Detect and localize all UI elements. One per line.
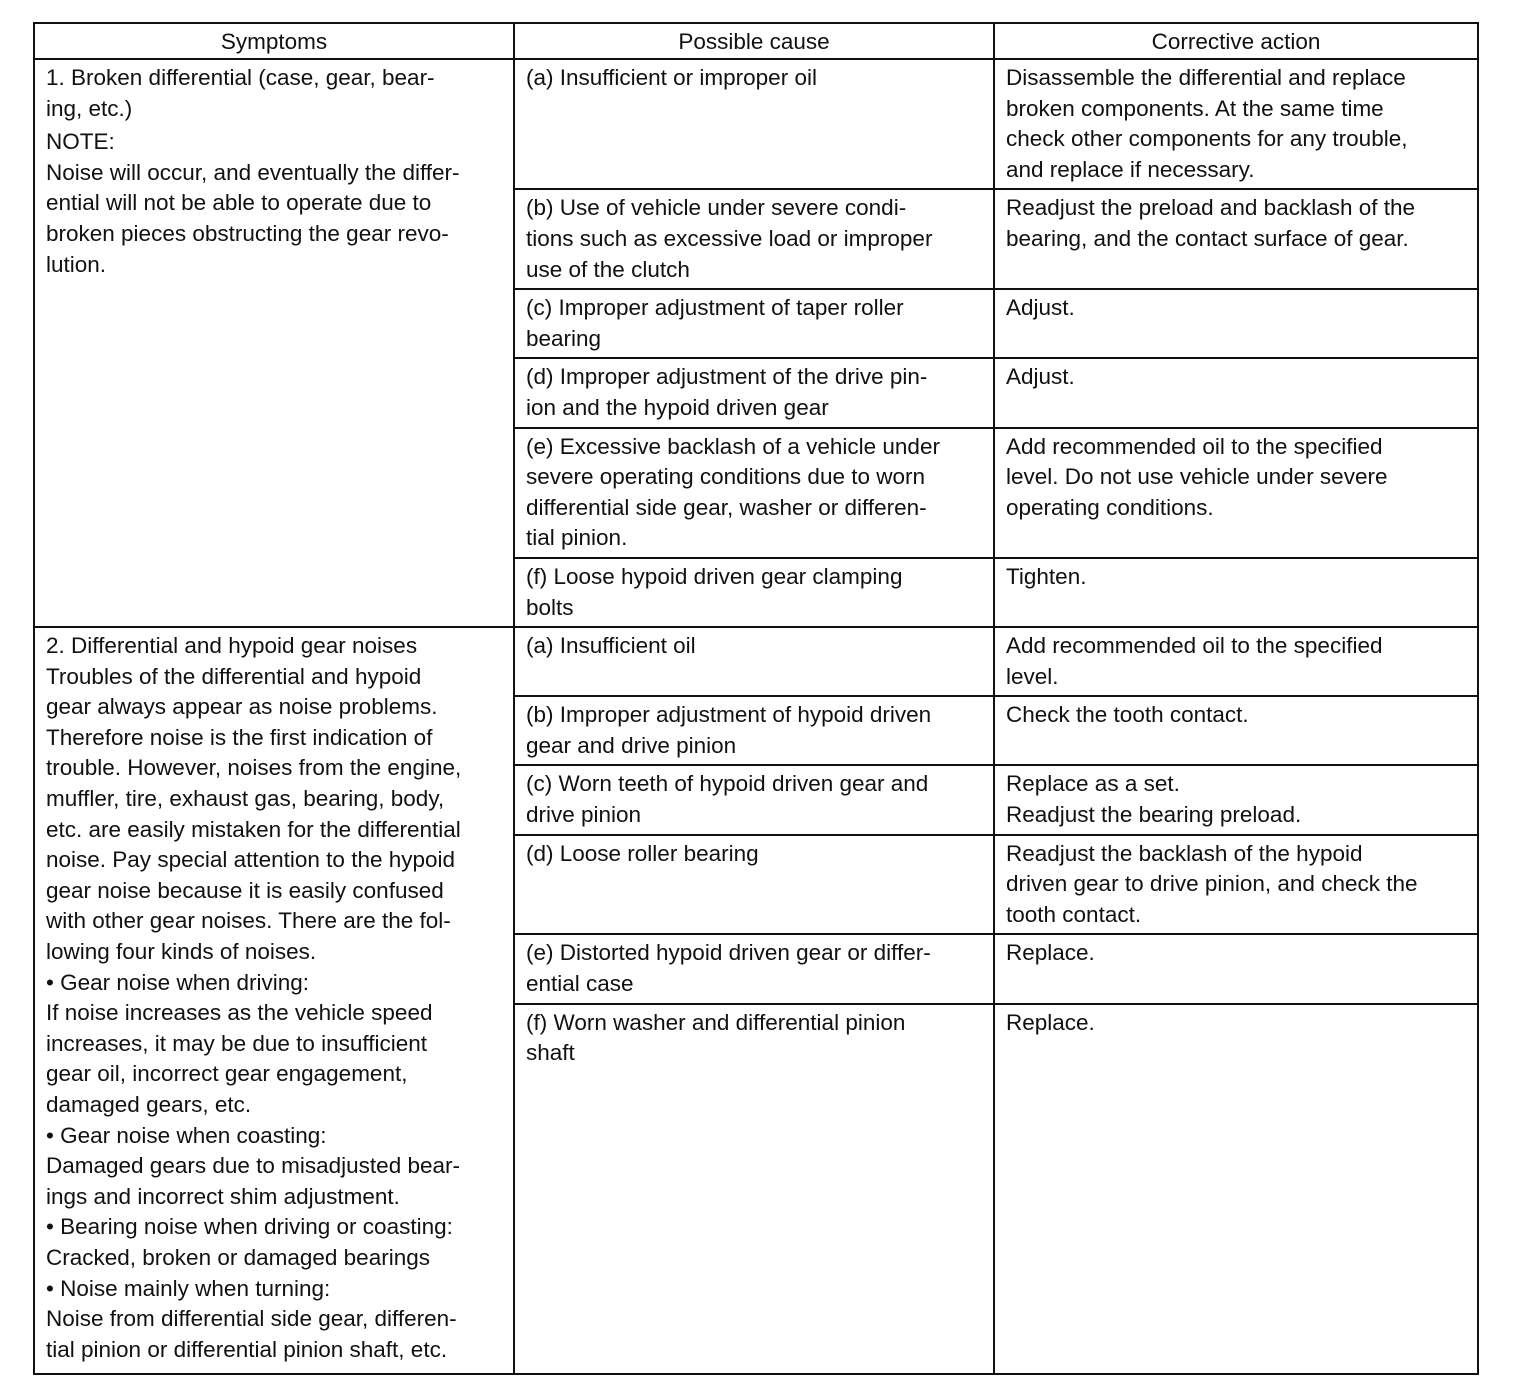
cause-cell [514, 358, 994, 427]
action-line: Readjust the backlash of the hypoid [1006, 840, 1363, 866]
cause-line: use of the clutch [526, 256, 690, 282]
symptom-line: gear always appear as noise problems. [46, 694, 438, 720]
action-cell [994, 189, 1478, 289]
cause-line: (e) Distorted hypoid driven gear or differ- [526, 940, 931, 966]
symptom-line: ings and incorrect shim adjustment. [46, 1183, 400, 1209]
table-body [34, 59, 1478, 1374]
header-possible-cause: Possible cause [514, 23, 994, 59]
cause-line: (b) Improper adjustment of hypoid driven [526, 702, 932, 728]
symptom-line: damaged gears, etc. [46, 1092, 252, 1117]
action-line: Add recommended oil to the specified [1006, 633, 1383, 659]
symptom-line: trouble. However, noises from the engine, [46, 755, 462, 781]
cause-line: ential case [526, 971, 634, 997]
action-cell [994, 1004, 1478, 1374]
action-line: Replace as a set. [1006, 771, 1180, 797]
symptom-line: Damaged gears due to misadjusted bear- [46, 1153, 460, 1179]
symptom-line: etc. are easily mistaken for the differential [46, 816, 461, 842]
table-row [34, 59, 1478, 189]
action-cell [994, 696, 1478, 765]
cause-cell [514, 1004, 994, 1374]
symptom-line: NOTE: [46, 129, 115, 155]
action-line: check other components for any trouble, [1006, 126, 1408, 152]
cause-line: (e) Excessive backlash of a vehicle under [526, 433, 940, 459]
cause-line: (c) Improper adjustment of taper roller [526, 295, 904, 321]
action-cell [994, 358, 1478, 427]
cause-cell [514, 696, 994, 765]
cause-cell [514, 289, 994, 358]
cause-line: (c) Worn teeth of hypoid driven gear and [526, 771, 929, 797]
action-line: Readjust the bearing preload. [1006, 802, 1302, 828]
action-line: Adjust. [1006, 295, 1075, 321]
symptom-line: If noise increases as the vehicle speed [46, 1000, 433, 1026]
symptom-bullet: • Bearing noise when driving or coasting: [46, 1214, 453, 1240]
action-line: bearing, and the contact surface of gear. [1006, 225, 1409, 251]
cause-line: differential side gear, washer or differen- [526, 494, 927, 520]
symptom-cell-1 [34, 59, 514, 627]
cause-line: bolts [526, 594, 574, 620]
cause-line: shaft [526, 1040, 575, 1066]
header-symptoms: Symptoms [34, 23, 514, 59]
symptom-bullet: • Gear noise when driving: [46, 969, 310, 995]
symptom-line: ential will not be able to operate due to [46, 190, 432, 216]
cause-line: severe operating conditions due to worn [526, 464, 926, 490]
action-line: Replace. [1006, 1009, 1095, 1035]
symptom-bullet: • Gear noise when coasting: [46, 1122, 327, 1148]
symptom-line: broken pieces obstructing the gear revo- [46, 220, 449, 246]
symptom-line: 2. Differential and hypoid gear noises [46, 633, 418, 659]
action-line: level. Do not use vehicle under severe [1006, 464, 1388, 490]
action-line: and replace if necessary. [1006, 156, 1255, 182]
symptom-line: 1. Broken differential (case, gear, bear- [46, 65, 435, 90]
action-line: Readjust the preload and backlash of the [1006, 195, 1416, 221]
table-row [34, 627, 1478, 696]
cause-line: (f) Worn washer and differential pinion [526, 1009, 906, 1035]
symptom-line: Noise will occur, and eventually the differ- [46, 159, 460, 185]
cause-line: (b) Use of vehicle under severe condi- [526, 195, 907, 221]
action-line: Add recommended oil to the specified [1006, 433, 1383, 459]
action-cell [994, 59, 1478, 189]
cause-line: (a) Insufficient oil [526, 633, 696, 659]
action-cell [994, 934, 1478, 1003]
symptom-line: muffler, tire, exhaust gas, bearing, body, [46, 786, 445, 812]
action-line: Tighten. [1006, 563, 1087, 589]
symptom-line: tial pinion or differential pinion shaft, etc. [46, 1336, 448, 1362]
action-cell [994, 289, 1478, 358]
cause-line: gear and drive pinion [526, 732, 737, 758]
symptom-line: Cracked, broken or damaged bearings [46, 1244, 430, 1270]
action-cell [994, 558, 1478, 627]
symptom-line: ing, etc.) [46, 95, 133, 121]
symptom-line: gear noise because it is easily confused [46, 877, 444, 903]
troubleshooting-sheet [33, 22, 1477, 1375]
symptom-cell-2 [34, 627, 514, 1374]
cause-line: bearing [526, 325, 602, 351]
action-cell [994, 765, 1478, 834]
action-line: driven gear to drive pinion, and check the [1006, 871, 1418, 897]
symptom-line: noise. Pay special attention to the hypoid [46, 847, 456, 873]
cause-line: (a) Insufficient or improper oil [526, 65, 817, 90]
action-line: Check the tooth contact. [1006, 702, 1249, 728]
symptom-line: increases, it may be due to insufficient [46, 1030, 428, 1056]
symptom-line: Noise from differential side gear, differen- [46, 1306, 457, 1332]
cause-cell [514, 428, 994, 558]
symptom-bullet: • Noise mainly when turning: [46, 1275, 331, 1301]
header-row [34, 23, 1478, 59]
symptom-line: lution. [46, 251, 107, 277]
action-line: Disassemble the differential and replace [1006, 65, 1406, 90]
action-line: tooth contact. [1006, 901, 1142, 927]
cause-cell [514, 627, 994, 696]
action-cell [994, 627, 1478, 696]
cause-cell [514, 765, 994, 834]
cause-line: (d) Improper adjustment of the drive pin- [526, 364, 928, 390]
symptom-line: with other gear noises. There are the fol- [46, 908, 451, 934]
cause-line: tions such as excessive load or improper [526, 225, 933, 251]
troubleshooting-table [33, 22, 1479, 1375]
cause-cell [514, 59, 994, 189]
symptom-line: gear oil, incorrect gear engagement, [46, 1061, 408, 1087]
cause-line: drive pinion [526, 802, 642, 828]
cause-cell [514, 558, 994, 627]
cause-cell [514, 934, 994, 1003]
cause-line: ion and the hypoid driven gear [526, 394, 829, 420]
cause-cell [514, 835, 994, 935]
action-line: Adjust. [1006, 364, 1075, 390]
symptom-line: Troubles of the differential and hypoid [46, 663, 422, 689]
symptom-line: lowing four kinds of noises. [46, 939, 317, 965]
symptom-line: Therefore noise is the first indication of [46, 724, 433, 750]
action-line: Replace. [1006, 940, 1095, 966]
action-line: broken components. At the same time [1006, 95, 1384, 121]
action-cell [994, 835, 1478, 935]
action-line: operating conditions. [1006, 494, 1214, 520]
cause-line: (d) Loose roller bearing [526, 840, 759, 866]
cause-cell [514, 189, 994, 289]
action-line: level. [1006, 663, 1059, 689]
cause-line: (f) Loose hypoid driven gear clamping [526, 563, 903, 589]
cause-line: tial pinion. [526, 525, 628, 551]
action-cell [994, 428, 1478, 558]
header-corrective-action: Corrective action [994, 23, 1478, 59]
